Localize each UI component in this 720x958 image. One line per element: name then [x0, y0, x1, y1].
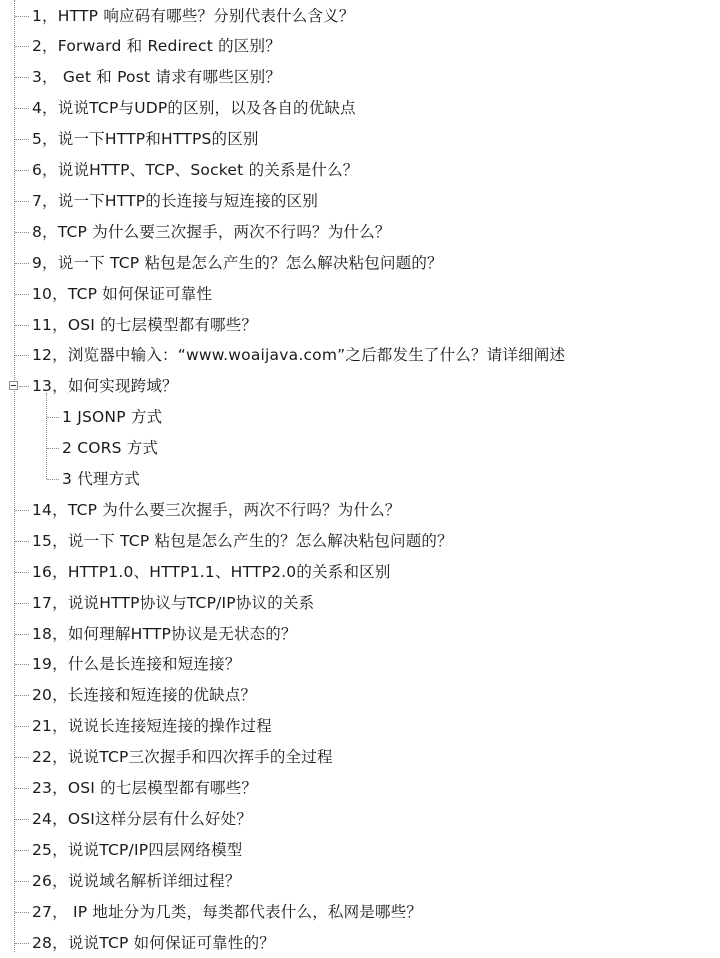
collapse-toggle-icon[interactable]: [9, 381, 18, 390]
tree-node-label: 4，说说TCP与UDP的区别，以及各自的优缺点: [32, 99, 356, 118]
tree-branch-line: [15, 16, 29, 17]
tree-node-label: 15，说一下 TCP 粘包是怎么产生的？怎么解决粘包问题的？: [32, 531, 453, 550]
tree-node-label: 24，OSI这样分层有什么好处？: [32, 809, 253, 828]
tree-node-label: 22，说说TCP三次握手和四次挥手的全过程: [32, 748, 333, 767]
tree-node-label: 26，说说域名解析详细过程？: [32, 871, 241, 890]
tree-node-label: 13，如何实现跨域？: [32, 377, 178, 396]
tree-node-label: 12，浏览器中输入：“www.woaijava.com”之后都发生了什么？请详细阐述: [32, 346, 566, 365]
tree-branch-line: [47, 417, 59, 418]
tree-child-label: 3 代理方式: [62, 470, 140, 488]
tree-node-label: 7，说一下HTTP的长连接与短连接的区别: [32, 191, 319, 210]
tree-node-label: 8，TCP 为什么要三次握手，两次不行吗？为什么？: [32, 222, 391, 241]
tree-branch-line: [15, 912, 29, 913]
tree-branch-line: [47, 448, 59, 449]
tree-branch-line: [15, 757, 29, 758]
tree-node-label: 6，说说HTTP、TCP、Socket 的关系是什么？: [32, 161, 359, 179]
tree-node-label: 28，说说TCP 如何保证可靠性的？: [32, 933, 275, 952]
tree-branch-line: [15, 788, 29, 789]
tree-node-label: 19，什么是长连接和短连接？: [32, 655, 241, 674]
tree-node-label: 20，长连接和短连接的优缺点？: [32, 686, 257, 705]
tree-branch-line: [15, 634, 29, 635]
tree-branch-line: [15, 355, 29, 356]
tree-branch-line: [15, 850, 29, 851]
tree-branch-line: [15, 819, 29, 820]
tree-branch-line: [15, 46, 29, 47]
tree-node-label: 14，TCP 为什么要三次握手，两次不行吗？为什么？: [32, 500, 401, 519]
tree-branch-line: [15, 232, 29, 233]
tree-node-label: 17，说说HTTP协议与TCP/IP协议的关系: [32, 593, 315, 612]
tree-connector-line: [14, 0, 15, 952]
tree-branch-line: [15, 726, 29, 727]
tree-node-label: 25，说说TCP/IP四层网络模型: [32, 840, 243, 859]
tree-node-label: 27， IP 地址分为几类，每类都代表什么，私网是哪些？: [32, 902, 423, 921]
tree-branch-line: [15, 325, 29, 326]
tree-branch-line: [15, 572, 29, 573]
tree-branch-line: [15, 108, 29, 109]
tree-node-label: 3， Get 和 Post 请求有哪些区别？: [32, 68, 282, 87]
tree-branch-line: [47, 479, 59, 480]
tree-node-label: 18，如何理解HTTP协议是无状态的？: [32, 624, 297, 643]
tree-node-label: 5，说一下HTTP和HTTPS的区别: [32, 130, 259, 149]
tree-branch-line: [15, 664, 29, 665]
child-connector-line: [46, 393, 47, 479]
tree-branch-line: [15, 201, 29, 202]
tree-node-label: 2，Forward 和 Redirect 的区别？: [32, 37, 281, 56]
tree-branch-line: [15, 695, 29, 696]
tree-branch-line: [15, 541, 29, 542]
tree-branch-line: [15, 263, 29, 264]
tree-node-label: 11，OSI 的七层模型都有哪些？: [32, 315, 258, 334]
tree-node-label: 23，OSI 的七层模型都有哪些？: [32, 779, 258, 797]
tree-branch-line: [15, 510, 29, 511]
tree-branch-line: [19, 386, 29, 387]
tree-branch-line: [15, 170, 29, 171]
tree-branch-line: [15, 294, 29, 295]
tree-branch-line: [15, 77, 29, 78]
tree-child-label: 1 JSONP 方式: [62, 408, 163, 427]
tree-node-label: 21，说说长连接短连接的操作过程: [32, 717, 272, 736]
tree-branch-line: [15, 943, 29, 944]
tree-node-label: 10，TCP 如何保证可靠性: [32, 284, 213, 303]
tree-node-label: 1，HTTP 响应码有哪些？分别代表什么含义？: [32, 6, 355, 25]
tree-branch-line: [15, 881, 29, 882]
tree-child-label: 2 CORS 方式: [62, 439, 159, 458]
tree-branch-line: [15, 139, 29, 140]
tree-node-label: 9，说一下 TCP 粘包是怎么产生的？怎么解决粘包问题的？: [32, 253, 443, 272]
tree-branch-line: [15, 603, 29, 604]
tree-node-label: 16，HTTP1.0、HTTP1.1、HTTP2.0的关系和区别: [32, 562, 391, 581]
